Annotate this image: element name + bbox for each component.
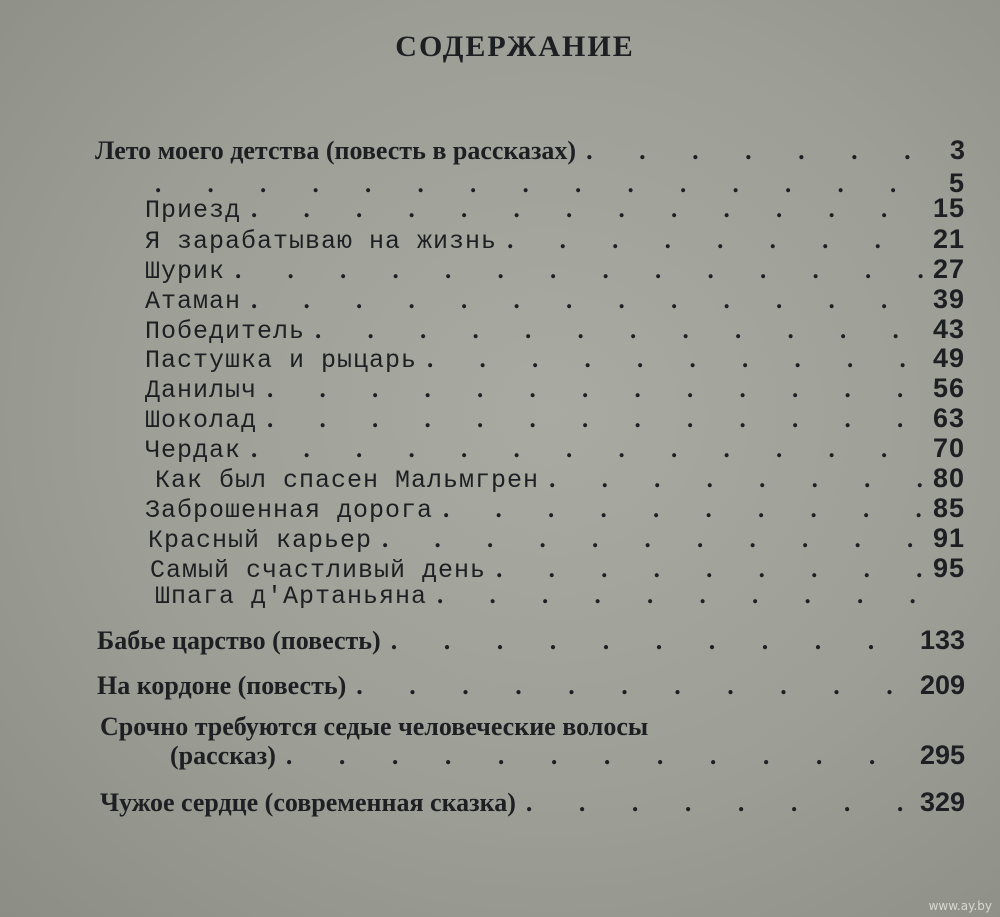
- dot-leader: [251, 196, 923, 224]
- toc-entry-label: На кордоне (повесть): [97, 671, 347, 700]
- toc-entry: [145, 403, 965, 435]
- toc-entry: [155, 463, 965, 495]
- dot-leader: [507, 227, 923, 255]
- toc-entry: [145, 343, 965, 375]
- toc-entry-page: 27: [932, 254, 965, 284]
- toc-entry-page: 5: [948, 168, 965, 198]
- toc-entry-label: Срочно требуются седые человеческие волосы: [100, 712, 649, 741]
- toc-entry: [170, 740, 965, 771]
- toc-entry-label: (рассказ): [170, 741, 276, 770]
- dot-leader: [267, 406, 923, 434]
- page-title: СОДЕРЖАНИЕ: [395, 30, 635, 63]
- toc-entry: [97, 625, 965, 656]
- toc-entry-page: 295: [919, 740, 965, 770]
- toc-entry: [148, 523, 965, 555]
- toc-entry-label: Бабье царство (повесть): [97, 626, 381, 655]
- dot-leader: [235, 257, 923, 285]
- toc-entry: [155, 582, 965, 611]
- toc-entry: [145, 254, 965, 286]
- toc-entry-label: Победитель: [145, 317, 306, 346]
- dot-leader: [443, 496, 923, 524]
- toc-entry: [145, 433, 965, 465]
- toc-entry: [145, 314, 965, 346]
- toc-entry-label: Как был спасен Мальмгрен: [155, 466, 540, 495]
- toc-entry-label: Чердак: [145, 436, 242, 465]
- toc-entry-page: 56: [932, 373, 965, 403]
- toc-entry-label: Самый счастливый день: [150, 556, 487, 585]
- toc-entry-page: 95: [932, 553, 965, 583]
- toc-entry-label: Атаман: [145, 287, 242, 316]
- toc-entry-page: 133: [919, 625, 965, 655]
- dot-leader: [526, 788, 910, 818]
- toc-entry-page: 15: [932, 193, 965, 223]
- dot-leader: [251, 436, 923, 464]
- toc-entry-label: Приезд: [145, 196, 242, 225]
- dot-leader: [427, 346, 923, 374]
- toc-entry: [95, 135, 965, 166]
- toc-entry-page: 63: [932, 403, 965, 433]
- dot-leader: [356, 671, 910, 701]
- toc-entry-label: Чужое сердце (современная сказка): [100, 788, 516, 817]
- toc-entry-label: Шоколад: [145, 406, 258, 435]
- dot-leader: [496, 556, 923, 584]
- toc-entry-label: Пастушка и рыцарь: [145, 346, 418, 375]
- toc-entry-label: Шпага д'Артаньяна: [155, 582, 428, 611]
- dot-leader: [251, 287, 923, 315]
- dot-leader: [267, 376, 923, 404]
- toc-entry: [145, 284, 965, 316]
- toc-entry-page: 70: [932, 433, 965, 463]
- toc-entry-page: 80: [932, 463, 965, 493]
- toc-entry: [145, 373, 965, 405]
- toc-entry-page: 3: [949, 135, 965, 165]
- toc-entry-label: Заброшенная дорога: [145, 496, 434, 525]
- toc-entry-page: 209: [919, 670, 965, 700]
- toc-entry-page: 39: [932, 284, 965, 314]
- toc-entry: [150, 553, 965, 585]
- toc-entry: [97, 670, 965, 701]
- dot-leader: [391, 626, 910, 656]
- toc-entry-page: 91: [932, 523, 965, 553]
- toc-entry-label: Я зарабатываю на жизнь: [145, 227, 498, 256]
- dot-leader: [286, 741, 910, 771]
- dot-leader: [549, 466, 923, 494]
- toc-entry-page: 49: [932, 343, 965, 373]
- toc-entry-label: Лето моего детства (повесть в рассказах): [95, 136, 577, 165]
- toc-entry-label: Красный карьер: [148, 526, 373, 555]
- toc-entry-page: 21: [932, 224, 965, 254]
- watermark: www.ay.by: [928, 899, 992, 913]
- toc-entry: [145, 493, 965, 525]
- toc-entry-page: 43: [932, 314, 965, 344]
- dot-leader: [382, 526, 923, 554]
- toc-entry-page: 329: [919, 787, 965, 817]
- dot-leader: [586, 136, 940, 166]
- toc-entry-label: Данилыч: [145, 376, 258, 405]
- toc-entry: [145, 193, 965, 225]
- toc-entry: [100, 787, 965, 818]
- dot-leader: [315, 317, 923, 345]
- toc-entry-label: Шурик: [145, 257, 226, 286]
- toc-entry: [145, 224, 965, 256]
- dot-leader: [437, 582, 955, 610]
- toc-entry-page: 85: [932, 493, 965, 523]
